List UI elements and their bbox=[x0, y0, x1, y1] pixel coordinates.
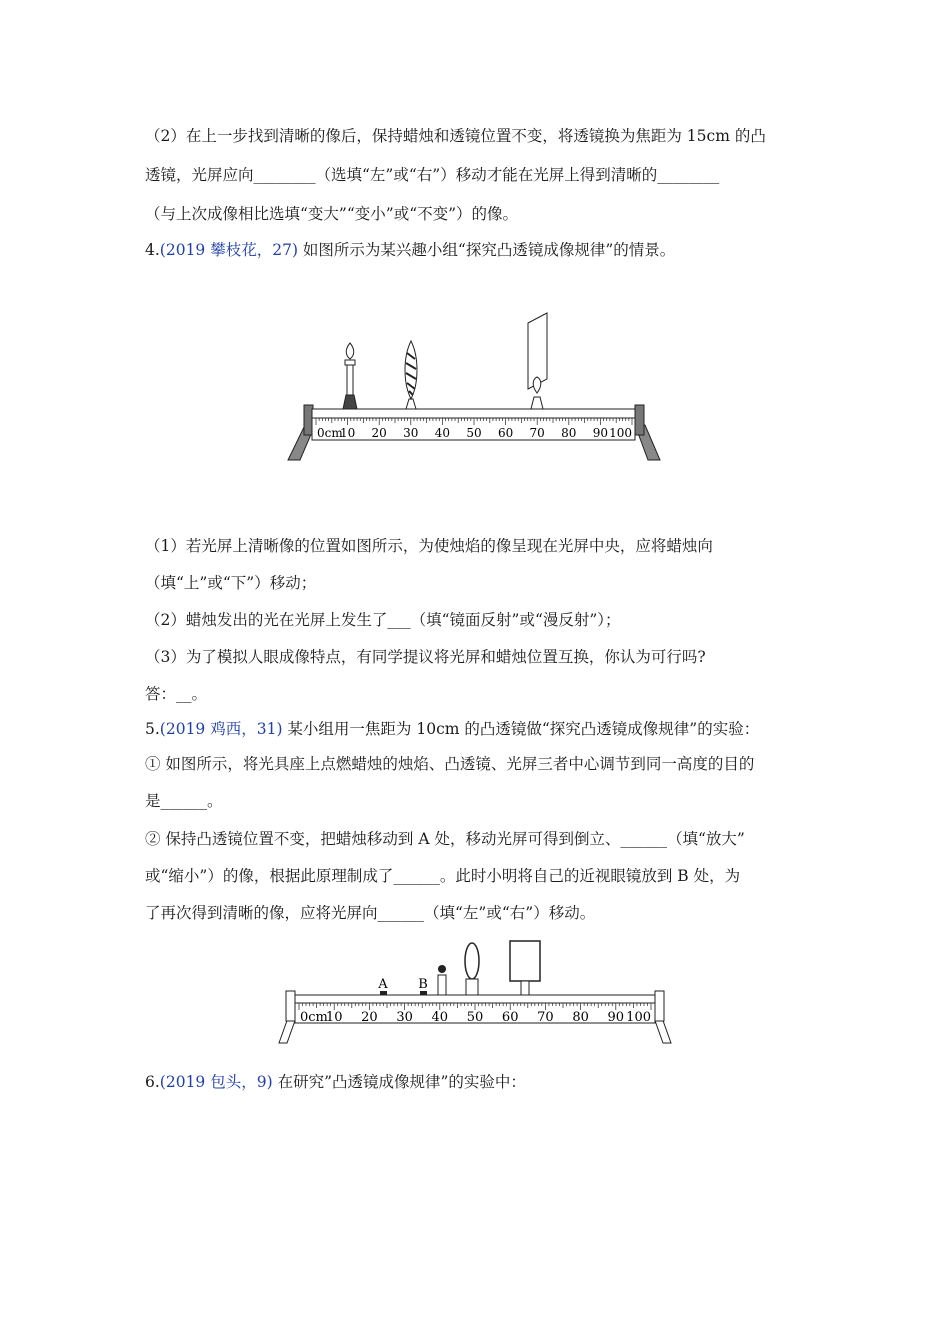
q5-stem: 某小组用一焦距为 10cm 的凸透镜做“探究凸透镜成像规律”的实验： bbox=[282, 720, 760, 738]
q3-line1: （2）在上一步找到清晰的像后，保持蜡烛和透镜位置不变，将透镜换为焦距为 15cm 的凸 bbox=[145, 127, 766, 145]
fig2-tick-label-0: 0cm bbox=[300, 1010, 328, 1025]
fig2-tick-label-4: 40 bbox=[431, 1010, 449, 1025]
point-b-label: B bbox=[418, 977, 428, 992]
q6-stem: 在研究”凸透镜成像规律”的实验中： bbox=[272, 1073, 526, 1091]
fig2-tick-label-7: 70 bbox=[537, 1010, 554, 1025]
fig1-tick-label-6: 60 bbox=[497, 426, 514, 440]
flame-icon bbox=[346, 343, 354, 359]
q5-number: 5. bbox=[145, 720, 160, 738]
q5-p2-line2: 或“缩小”）的像，根据此原理制成了______。此时小明将自己的近视眼镜放到 B 处，为 bbox=[145, 867, 741, 885]
rail bbox=[312, 409, 635, 418]
fig1-tick-label-1: 10 bbox=[339, 426, 356, 440]
q5-optical-bench-figure bbox=[275, 935, 675, 1047]
left-end-block bbox=[286, 991, 295, 1021]
q4-number: 4. bbox=[145, 241, 160, 259]
fig1-tick-label-9: 90 bbox=[592, 426, 609, 440]
fig1-tick-label-8: 80 bbox=[561, 426, 577, 440]
light-screen bbox=[528, 313, 547, 409]
fig1-tick-label-3: 30 bbox=[403, 426, 419, 440]
fig1-tick-label-10: 100 bbox=[609, 426, 632, 440]
lens bbox=[465, 943, 479, 995]
candle bbox=[343, 343, 357, 409]
q3-line2: 透镜，光屏应向________（选填“左”或“右”）移动才能在光屏上得到清晰的________ bbox=[145, 166, 720, 184]
right-end-block bbox=[635, 405, 644, 435]
screen-flame-image bbox=[533, 377, 541, 393]
fig1-tick-label-7: 70 bbox=[529, 426, 545, 440]
q4-sub1-line1: （1）若光屏上清晰像的位置如图所示，为使烛焰的像呈现在光屏中央，应将蜡烛向 bbox=[145, 537, 713, 555]
fig2-tick-label-5: 50 bbox=[466, 1010, 484, 1025]
q6-heading bbox=[145, 1071, 526, 1093]
q4-sub3: （3）为了模拟人眼成像特点，有同学提议将光屏和蜡烛位置互换，你认为可行吗? bbox=[145, 648, 706, 666]
q5-p2-line1: ② 保持凸透镜位置不变，把蜡烛移动到 A 处，移动光屏可得到倒立、______（填“放大” bbox=[145, 830, 745, 848]
q5-p2-line3: 了再次得到清晰的像，应将光屏向______（填“左”或“右”）移动。 bbox=[145, 904, 596, 922]
q6-reference: (2019 包头，9) bbox=[159, 1073, 273, 1091]
q5-heading bbox=[145, 718, 759, 740]
q4-optical-bench-figure bbox=[285, 305, 665, 465]
lens bbox=[405, 341, 417, 409]
q4-reference: (2019 攀枝花，27) bbox=[159, 241, 298, 259]
fig2-tick-label-6: 60 bbox=[501, 1010, 519, 1025]
fig2-tick-label-3: 30 bbox=[396, 1010, 413, 1025]
q5-p1-line2: 是______。 bbox=[145, 792, 223, 810]
candle bbox=[438, 965, 446, 995]
rail bbox=[295, 995, 655, 1003]
q4-sub1-line2: （填“上”或“下”）移动； bbox=[145, 574, 317, 592]
point-a-label: A bbox=[378, 977, 388, 992]
q4-heading bbox=[145, 239, 675, 261]
q4-answer: 答：__。 bbox=[145, 685, 208, 703]
q3-line3: （与上次成像相比选填“变大”“变小”或“不变”）的像。 bbox=[145, 205, 519, 223]
fig2-tick-label-8: 80 bbox=[572, 1010, 589, 1025]
q5-p1-line1: ① 如图所示，将光具座上点燃蜡烛的烛焰、凸透镜、光屏三者中心调节到同一高度的目的 bbox=[145, 755, 755, 773]
right-end-block bbox=[655, 991, 664, 1021]
fig2-tick-label-2: 20 bbox=[361, 1010, 378, 1025]
light-screen bbox=[510, 941, 540, 995]
fig1-tick-label-0: 0cm bbox=[317, 426, 343, 440]
q5-reference: (2019 鸡西，31) bbox=[159, 720, 283, 738]
fig1-tick-label-2: 20 bbox=[371, 426, 387, 440]
q4-sub2: （2）蜡烛发出的光在光屏上发生了___（填“镜面反射”或“漫反射”）； bbox=[145, 611, 621, 629]
fig2-tick-label-10: 100 bbox=[626, 1010, 651, 1025]
fig2-tick-label-9: 90 bbox=[607, 1010, 625, 1025]
q4-stem: 如图所示为某兴趣小组“探究凸透镜成像规律”的情景。 bbox=[298, 241, 676, 259]
fig1-tick-label-5: 50 bbox=[466, 426, 482, 440]
fig2-tick-label-1: 10 bbox=[325, 1010, 343, 1025]
q6-number: 6. bbox=[145, 1073, 160, 1091]
fig1-tick-label-4: 40 bbox=[434, 426, 451, 440]
